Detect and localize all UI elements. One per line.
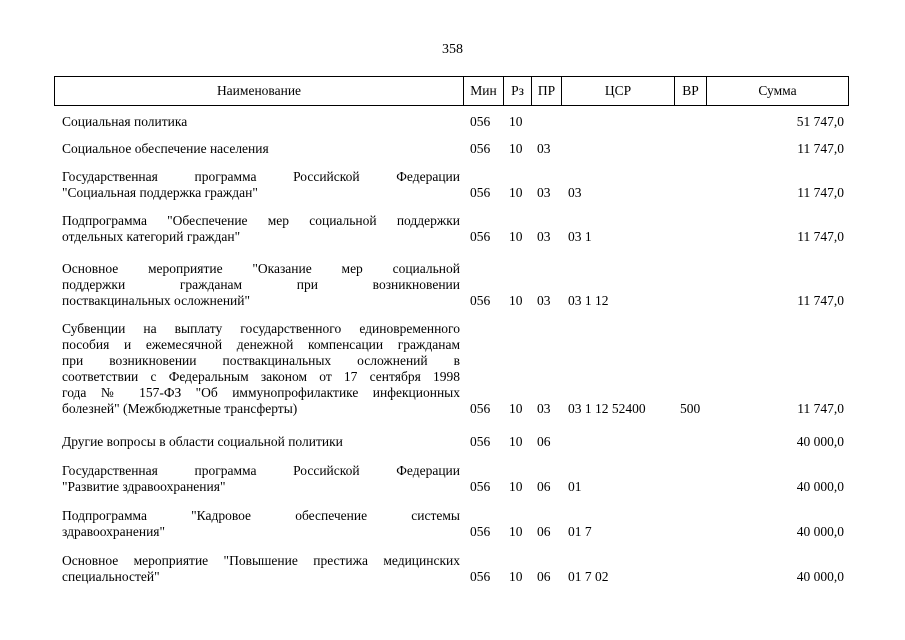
row-sum: 40 000,0 xyxy=(796,569,844,584)
row-csr: 01 xyxy=(568,479,582,494)
table-row xyxy=(54,553,849,585)
row-min: 056 xyxy=(470,185,491,200)
row-vr: 500 xyxy=(680,401,701,416)
row-pr: 03 xyxy=(537,229,551,244)
row-sum: 11 747,0 xyxy=(797,229,844,244)
row-sum: 11 747,0 xyxy=(797,141,844,156)
row-rz: 10 xyxy=(509,479,523,494)
row-name-line: Государственная программа Российской Федерации xyxy=(62,463,460,478)
row-name-line: Субвенции на выплату государственного единовременного xyxy=(62,321,460,336)
row-rz: 10 xyxy=(509,434,523,449)
row-name-line: специальностей" xyxy=(62,569,160,584)
row-min: 056 xyxy=(470,401,491,416)
row-name-line: "Социальная поддержка граждан" xyxy=(62,185,258,200)
row-pr: 06 xyxy=(537,479,551,494)
row-rz: 10 xyxy=(509,229,523,244)
header-csr: ЦСР xyxy=(562,77,675,105)
row-name-line: отдельных категорий граждан" xyxy=(62,229,241,244)
table-row xyxy=(54,169,849,201)
row-name-line: "Развитие здравоохранения" xyxy=(62,479,226,494)
row-pr: 06 xyxy=(537,569,551,584)
row-pr: 03 xyxy=(537,293,551,308)
row-name-line: поствакцинальных осложнений" xyxy=(62,293,251,308)
row-min: 056 xyxy=(470,293,491,308)
row-sum: 51 747,0 xyxy=(796,114,844,129)
row-name-line: Социальная политика xyxy=(62,114,188,129)
table-row xyxy=(54,463,849,495)
row-name-line: болезней" (Межбюджетные трансферты) xyxy=(62,401,298,416)
row-name-line: поддержки гражданам при возникновении xyxy=(62,277,460,292)
row-pr: 06 xyxy=(537,434,551,449)
row-name-line: Государственная программа Российской Федерации xyxy=(62,169,460,184)
row-rz: 10 xyxy=(509,293,523,308)
table-row xyxy=(54,321,849,417)
row-name-line: Подпрограмма "Обеспечение мер социальной поддержки xyxy=(62,213,460,228)
table-row xyxy=(54,434,849,450)
row-sum: 40 000,0 xyxy=(796,524,844,539)
row-name-line: Социальное обеспечение населения xyxy=(62,141,269,156)
row-rz: 10 xyxy=(509,114,523,129)
row-name-line: Основное мероприятие "Повышение престижа медицинских xyxy=(62,553,460,568)
row-min: 056 xyxy=(470,141,491,156)
row-min: 056 xyxy=(470,114,491,129)
table-row xyxy=(54,114,849,130)
row-rz: 10 xyxy=(509,569,523,584)
header-pr: ПР xyxy=(532,77,562,105)
row-pr: 03 xyxy=(537,141,551,156)
row-min: 056 xyxy=(470,569,491,584)
row-rz: 10 xyxy=(509,524,523,539)
row-pr: 03 xyxy=(537,185,551,200)
row-rz: 10 xyxy=(509,141,523,156)
row-name-line: Подпрограмма "Кадровое обеспечение системы xyxy=(62,508,460,523)
row-pr: 03 xyxy=(537,401,551,416)
table-header xyxy=(54,76,849,106)
table-row xyxy=(54,141,849,157)
row-sum: 40 000,0 xyxy=(796,434,844,449)
header-min: Мин xyxy=(464,77,504,105)
row-csr: 03 xyxy=(568,185,582,200)
row-csr: 03 1 12 xyxy=(568,293,609,308)
row-min: 056 xyxy=(470,479,491,494)
header-sum: Сумма xyxy=(758,83,797,98)
row-name-line: соответствии с Федеральным законом от 17 сентября 1998 xyxy=(62,369,460,384)
header-rz: Рз xyxy=(504,77,532,105)
page-number: 358 xyxy=(442,42,463,57)
row-csr: 01 7 xyxy=(568,524,592,539)
row-name-line: при возникновении поствакцинальных осложнений в xyxy=(62,353,460,368)
table-row xyxy=(54,508,849,540)
row-name-line: здравоохранения" xyxy=(62,524,166,539)
row-min: 056 xyxy=(470,229,491,244)
row-rz: 10 xyxy=(509,401,523,416)
row-sum: 11 747,0 xyxy=(797,401,844,416)
header-name: Наименование xyxy=(55,77,464,105)
row-min: 056 xyxy=(470,524,491,539)
row-rz: 10 xyxy=(509,185,523,200)
row-pr: 06 xyxy=(537,524,551,539)
row-name-line: пособия и ежемесячной денежной компенсации гражданам xyxy=(62,337,460,352)
header-vr: ВР xyxy=(675,77,707,105)
table-row xyxy=(54,213,849,245)
row-sum: 11 747,0 xyxy=(797,185,844,200)
row-csr: 01 7 02 xyxy=(568,569,609,584)
row-sum: 11 747,0 xyxy=(797,293,844,308)
row-name-line: Основное мероприятие "Оказание мер социальной xyxy=(62,261,460,276)
row-min: 056 xyxy=(470,434,491,449)
row-name-line: года № 157-ФЗ "Об иммунопрофилактике инфекционных xyxy=(62,385,460,400)
row-sum: 40 000,0 xyxy=(796,479,844,494)
row-csr: 03 1 xyxy=(568,229,592,244)
row-csr: 03 1 12 52400 xyxy=(568,401,646,416)
row-name-line: Другие вопросы в области социальной политики xyxy=(62,434,343,449)
table-row xyxy=(54,261,849,309)
